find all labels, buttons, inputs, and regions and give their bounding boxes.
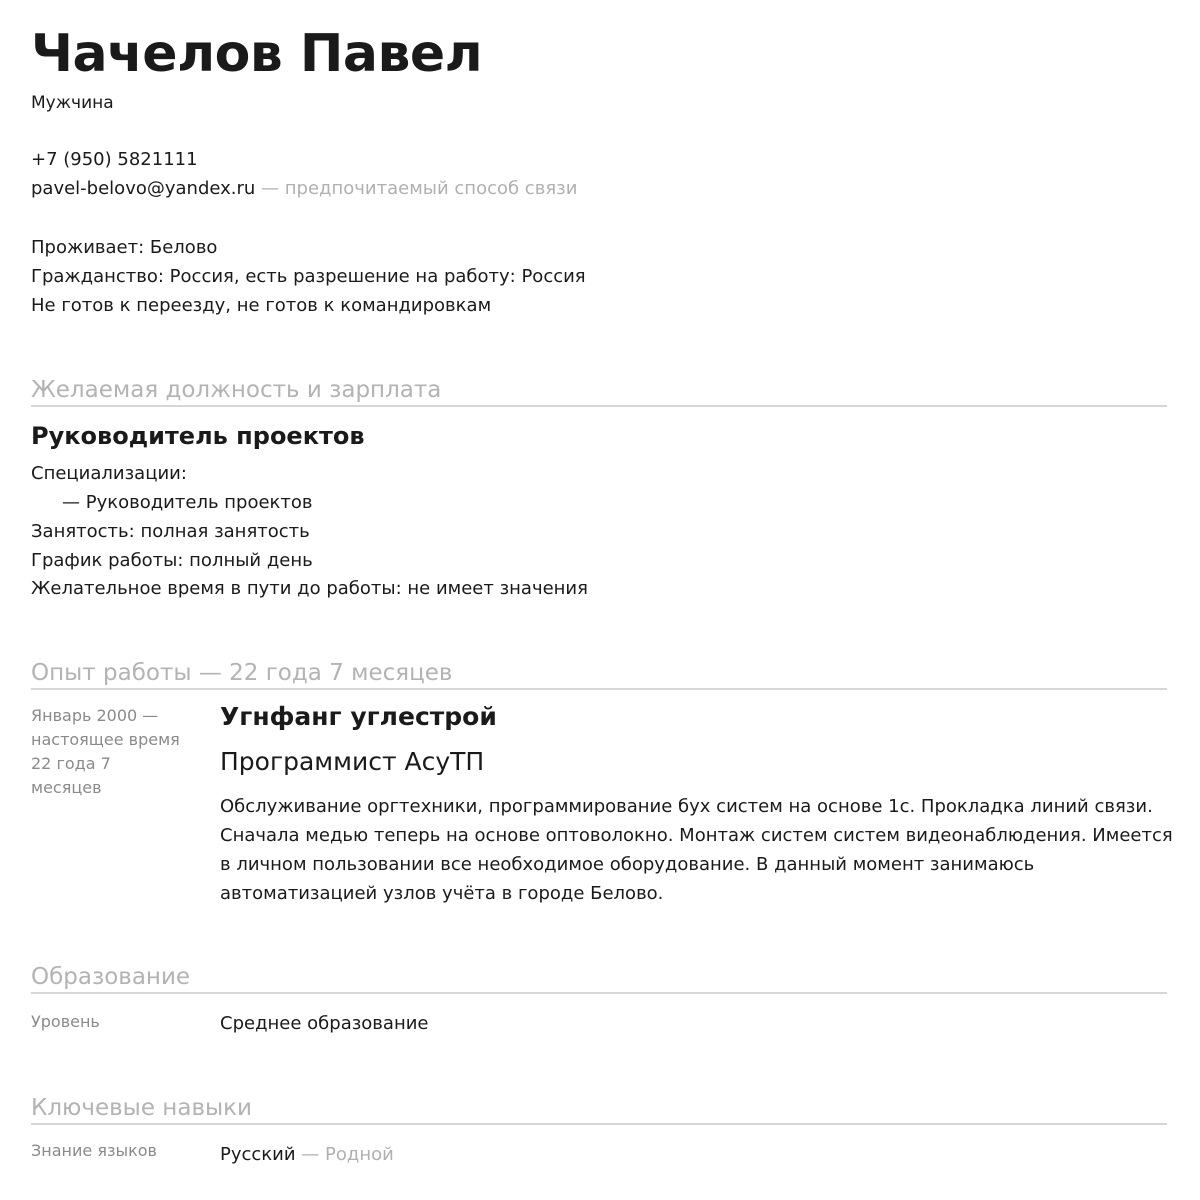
specialization-item: — Руководитель проектов	[62, 492, 313, 513]
employment: Занятость: полная занятость	[31, 521, 310, 542]
phone[interactable]: +7 (950) 5821111	[31, 149, 198, 170]
job-position: Программист АсуТП	[220, 747, 485, 776]
period-start: Январь 2000 —	[31, 706, 159, 725]
candidate-name: Чачелов Павел	[31, 24, 483, 84]
section-desired-position: Желаемая должность и зарплата	[31, 375, 1167, 407]
schedule: График работы: полный день	[31, 550, 313, 571]
period-end: настоящее время	[31, 730, 180, 749]
email-link[interactable]: pavel-belovo@yandex.ru	[31, 178, 256, 199]
email-line	[31, 177, 577, 201]
commute: Желательное время в пути до работы: не имеет значения	[31, 578, 588, 599]
desired-position-title: Руководитель проектов	[31, 422, 365, 450]
citizenship: Гражданство: Россия, есть разрешение на работу: Россия	[31, 266, 586, 287]
languages-label: Знание языков	[31, 1141, 157, 1160]
language-name: Русский	[220, 1144, 296, 1165]
language-entry	[220, 1143, 394, 1167]
language-level: — Родной	[295, 1144, 394, 1165]
duration-line-2: месяцев	[31, 778, 102, 797]
section-key-skills: Ключевые навыки	[31, 1093, 1167, 1125]
duration-line-1: 22 года 7	[31, 754, 111, 773]
preferred-contact-note: — предпочитаемый способ связи	[255, 178, 578, 199]
education-level-label: Уровень	[31, 1012, 100, 1031]
company-name: Угнфанг углестрой	[220, 702, 497, 731]
job-description: Обслуживание оргтехники, программирование бух систем на основе 1с. Прокладка линий связи. Сначала медью теперь на основе оптоволокно. Монтаж систем систем видеонаблюдения. Имеется в личном пользовании все необходимое оборудование. В данный момент занимаюсь автоматизацией узлов учёта в городе Белово.	[220, 796, 1173, 904]
education-level-value: Среднее образование	[220, 1013, 429, 1034]
specializations-label: Специализации:	[31, 463, 187, 484]
section-education: Образование	[31, 962, 1167, 994]
gender: Мужчина	[31, 93, 114, 113]
relocation: Не готов к переезду, не готов к командировкам	[31, 295, 492, 316]
residence: Проживает: Белово	[31, 237, 218, 258]
section-experience: Опыт работы — 22 года 7 месяцев	[31, 658, 1167, 690]
experience-period	[31, 704, 201, 800]
